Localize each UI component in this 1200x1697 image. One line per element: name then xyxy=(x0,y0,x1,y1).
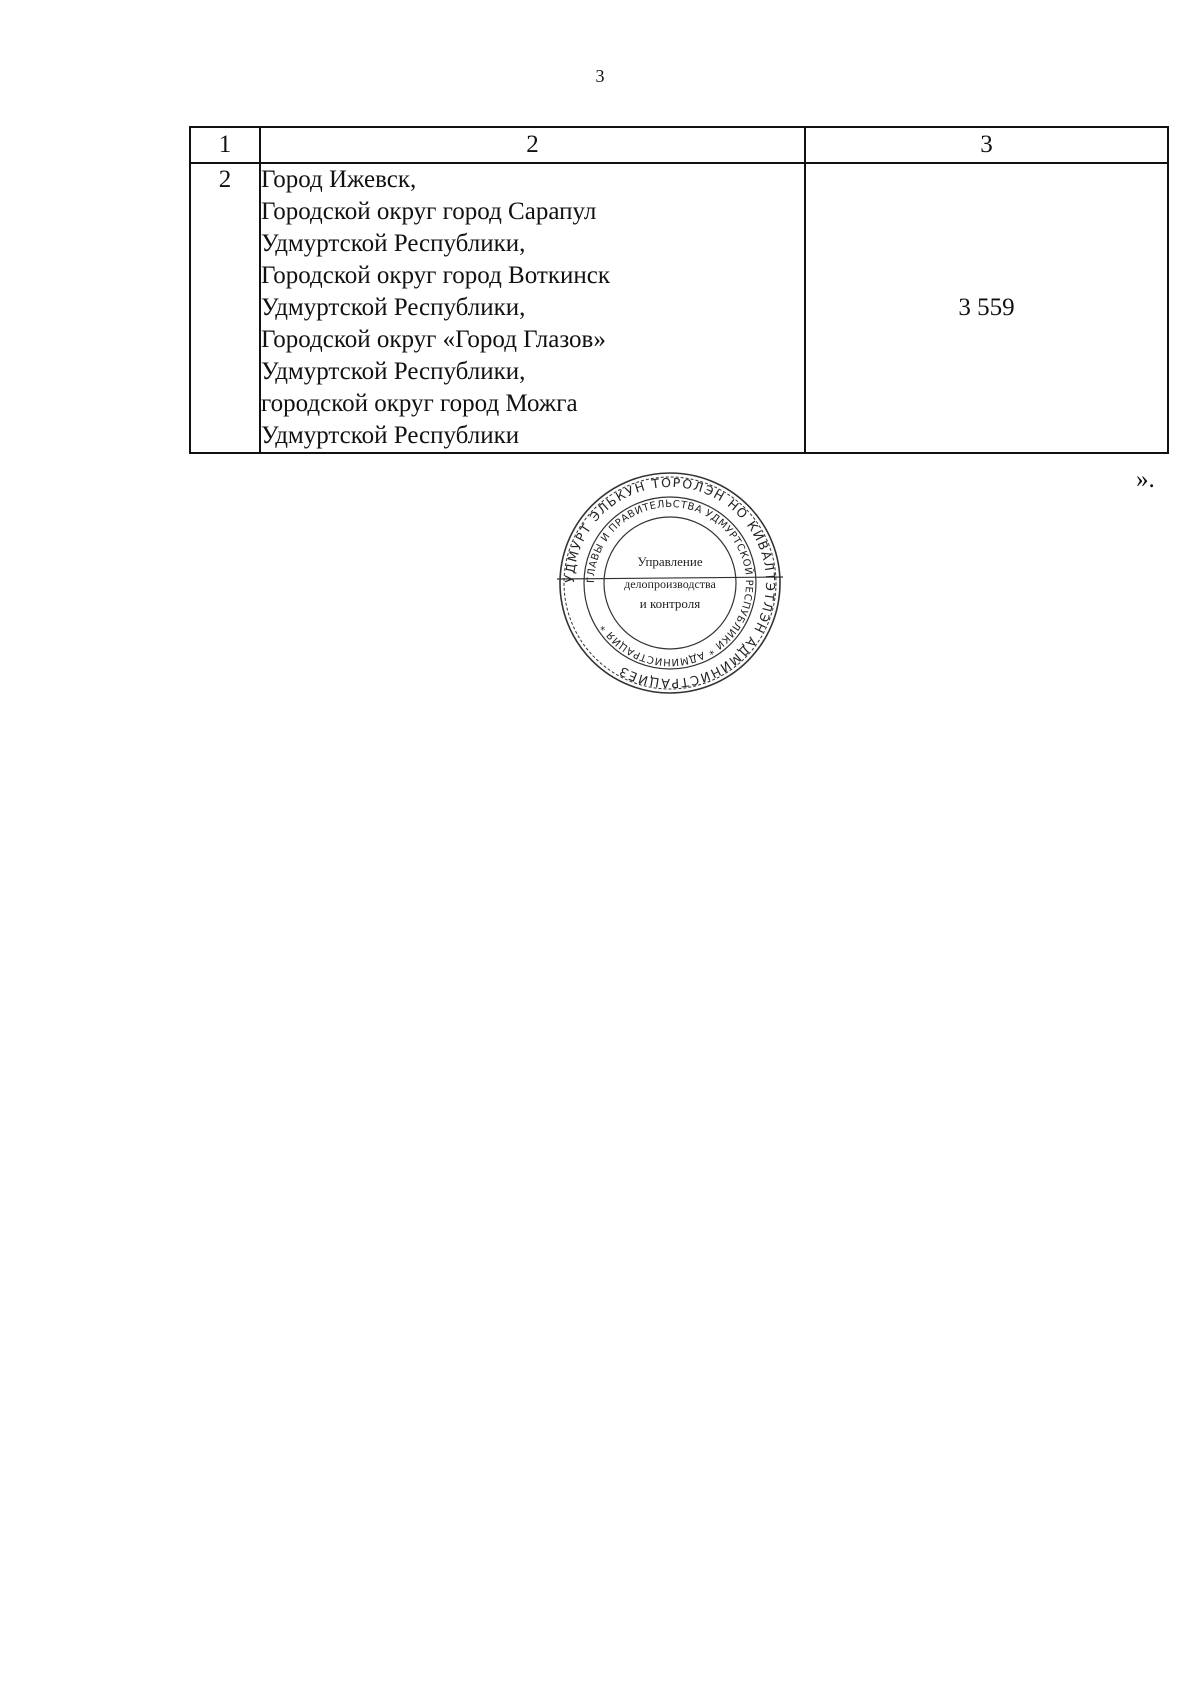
value-cell: 3 559 xyxy=(805,163,1168,453)
municipality-line: Город Ижевск, xyxy=(261,166,417,193)
municipalities-cell xyxy=(260,163,805,453)
row-number: 2 xyxy=(190,163,260,453)
seal-inner-ring-text: ГЛАВЫ И ПРАВИТЕЛЬСТВА УДМУРТСКОЙ РЕСПУБЛИКИ * АДМИНИСТРАЦИЯ * xyxy=(585,498,755,668)
seal-center-line: Управление xyxy=(637,554,703,569)
official-seal xyxy=(557,470,783,696)
closing-quote-mark: ». xyxy=(1136,466,1155,493)
municipality-line: Удмуртской Республики, xyxy=(261,230,526,257)
seal-graphic xyxy=(557,470,783,696)
page-number: 3 xyxy=(595,66,605,86)
column-header-3: 3 xyxy=(805,127,1168,163)
seal-center-line: и контроля xyxy=(639,596,701,611)
municipality-line: Городской округ город Сарапул xyxy=(261,198,597,225)
seal-center-line: делопроизводства xyxy=(624,577,716,591)
seal-outer-ring-text: УДМУРТ ЭЛЬКУН ТОРОЛЭН НО КИВАЛТЭТЛЭН АДМИНИСТРАЦИЕЗ xyxy=(561,474,779,692)
municipality-line: Удмуртской Республики xyxy=(261,422,520,449)
allocation-table xyxy=(189,126,1169,454)
table-header-row xyxy=(190,127,1168,163)
table-row xyxy=(190,163,1168,453)
column-header-1: 1 xyxy=(190,127,260,163)
municipality-line: Удмуртской Республики, xyxy=(261,294,526,321)
municipality-line: городской округ город Можга xyxy=(261,390,578,417)
column-header-2: 2 xyxy=(260,127,805,163)
municipality-line: Городской округ город Воткинск xyxy=(261,262,610,289)
municipality-line: Удмуртской Республики, xyxy=(261,358,526,385)
municipality-line: Городской округ «Город Глазов» xyxy=(261,326,606,353)
